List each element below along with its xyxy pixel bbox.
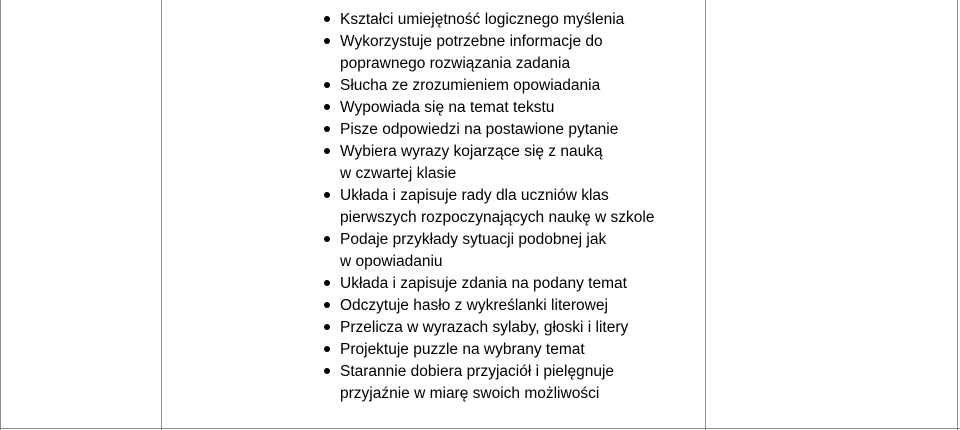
skill-line: Projektuje puzzle na wybrany temat <box>340 341 585 358</box>
bullet-icon <box>324 346 330 352</box>
skill-line: pierwszych rozpoczynających naukę w szkole <box>340 209 655 226</box>
list-item <box>324 97 684 119</box>
skills-list <box>324 9 684 405</box>
skill-line: Układa i zapisuje rady dla uczniów klas <box>340 187 609 204</box>
skill-line: Pisze odpowiedzi na postawione pytanie <box>340 121 619 138</box>
bullet-icon <box>324 16 330 22</box>
column-divider-2 <box>705 0 706 430</box>
skill-line: Kształci umiejętność logicznego myślenia <box>340 11 625 28</box>
list-item <box>324 229 684 273</box>
skills-cell <box>324 9 684 405</box>
list-item <box>324 75 684 97</box>
bullet-icon <box>324 302 330 308</box>
list-item <box>324 317 684 339</box>
skill-line: Słucha ze zrozumieniem opowiadania <box>340 77 601 94</box>
bullet-icon <box>324 126 330 132</box>
list-item <box>324 9 684 31</box>
table-border-right <box>957 0 958 430</box>
skill-line: przyjaźnie w miarę swoich możliwości <box>340 385 600 402</box>
list-item <box>324 339 684 361</box>
list-item <box>324 31 684 75</box>
list-item <box>324 185 684 229</box>
bullet-icon <box>324 368 330 374</box>
skill-line: Wykorzystuje potrzebne informacje do <box>340 33 603 50</box>
skill-line: Podaje przykłady sytuacji podobnej jak <box>340 231 607 248</box>
bullet-icon <box>324 192 330 198</box>
skill-line: w czwartej klasie <box>340 165 457 182</box>
list-item <box>324 119 684 141</box>
skill-line: Przelicza w wyrazach sylaby, głoski i litery <box>340 319 629 336</box>
bullet-icon <box>324 38 330 44</box>
column-divider-1 <box>161 0 162 430</box>
bullet-icon <box>324 82 330 88</box>
bullet-icon <box>324 148 330 154</box>
skill-line: w opowiadaniu <box>340 253 443 270</box>
bullet-icon <box>324 236 330 242</box>
bullet-icon <box>324 324 330 330</box>
list-item <box>324 273 684 295</box>
skill-line: poprawnego rozwiązania zadania <box>340 55 571 72</box>
list-item <box>324 141 684 185</box>
list-item <box>324 295 684 317</box>
list-item <box>324 361 684 405</box>
skill-line: Odczytuje hasło z wykreślanki literowej <box>340 297 608 314</box>
bullet-icon <box>324 104 330 110</box>
table-border-left <box>0 0 1 430</box>
skill-line: Wypowiada się na temat tekstu <box>340 99 555 116</box>
skill-line: Wybiera wyrazy kojarzące się z nauką <box>340 143 603 160</box>
table-border-bottom <box>0 428 960 429</box>
skill-line: Układa i zapisuje zdania na podany temat <box>340 275 627 292</box>
bullet-icon <box>324 280 330 286</box>
skill-line: Starannie dobiera przyjaciół i pielęgnuje <box>340 363 615 380</box>
